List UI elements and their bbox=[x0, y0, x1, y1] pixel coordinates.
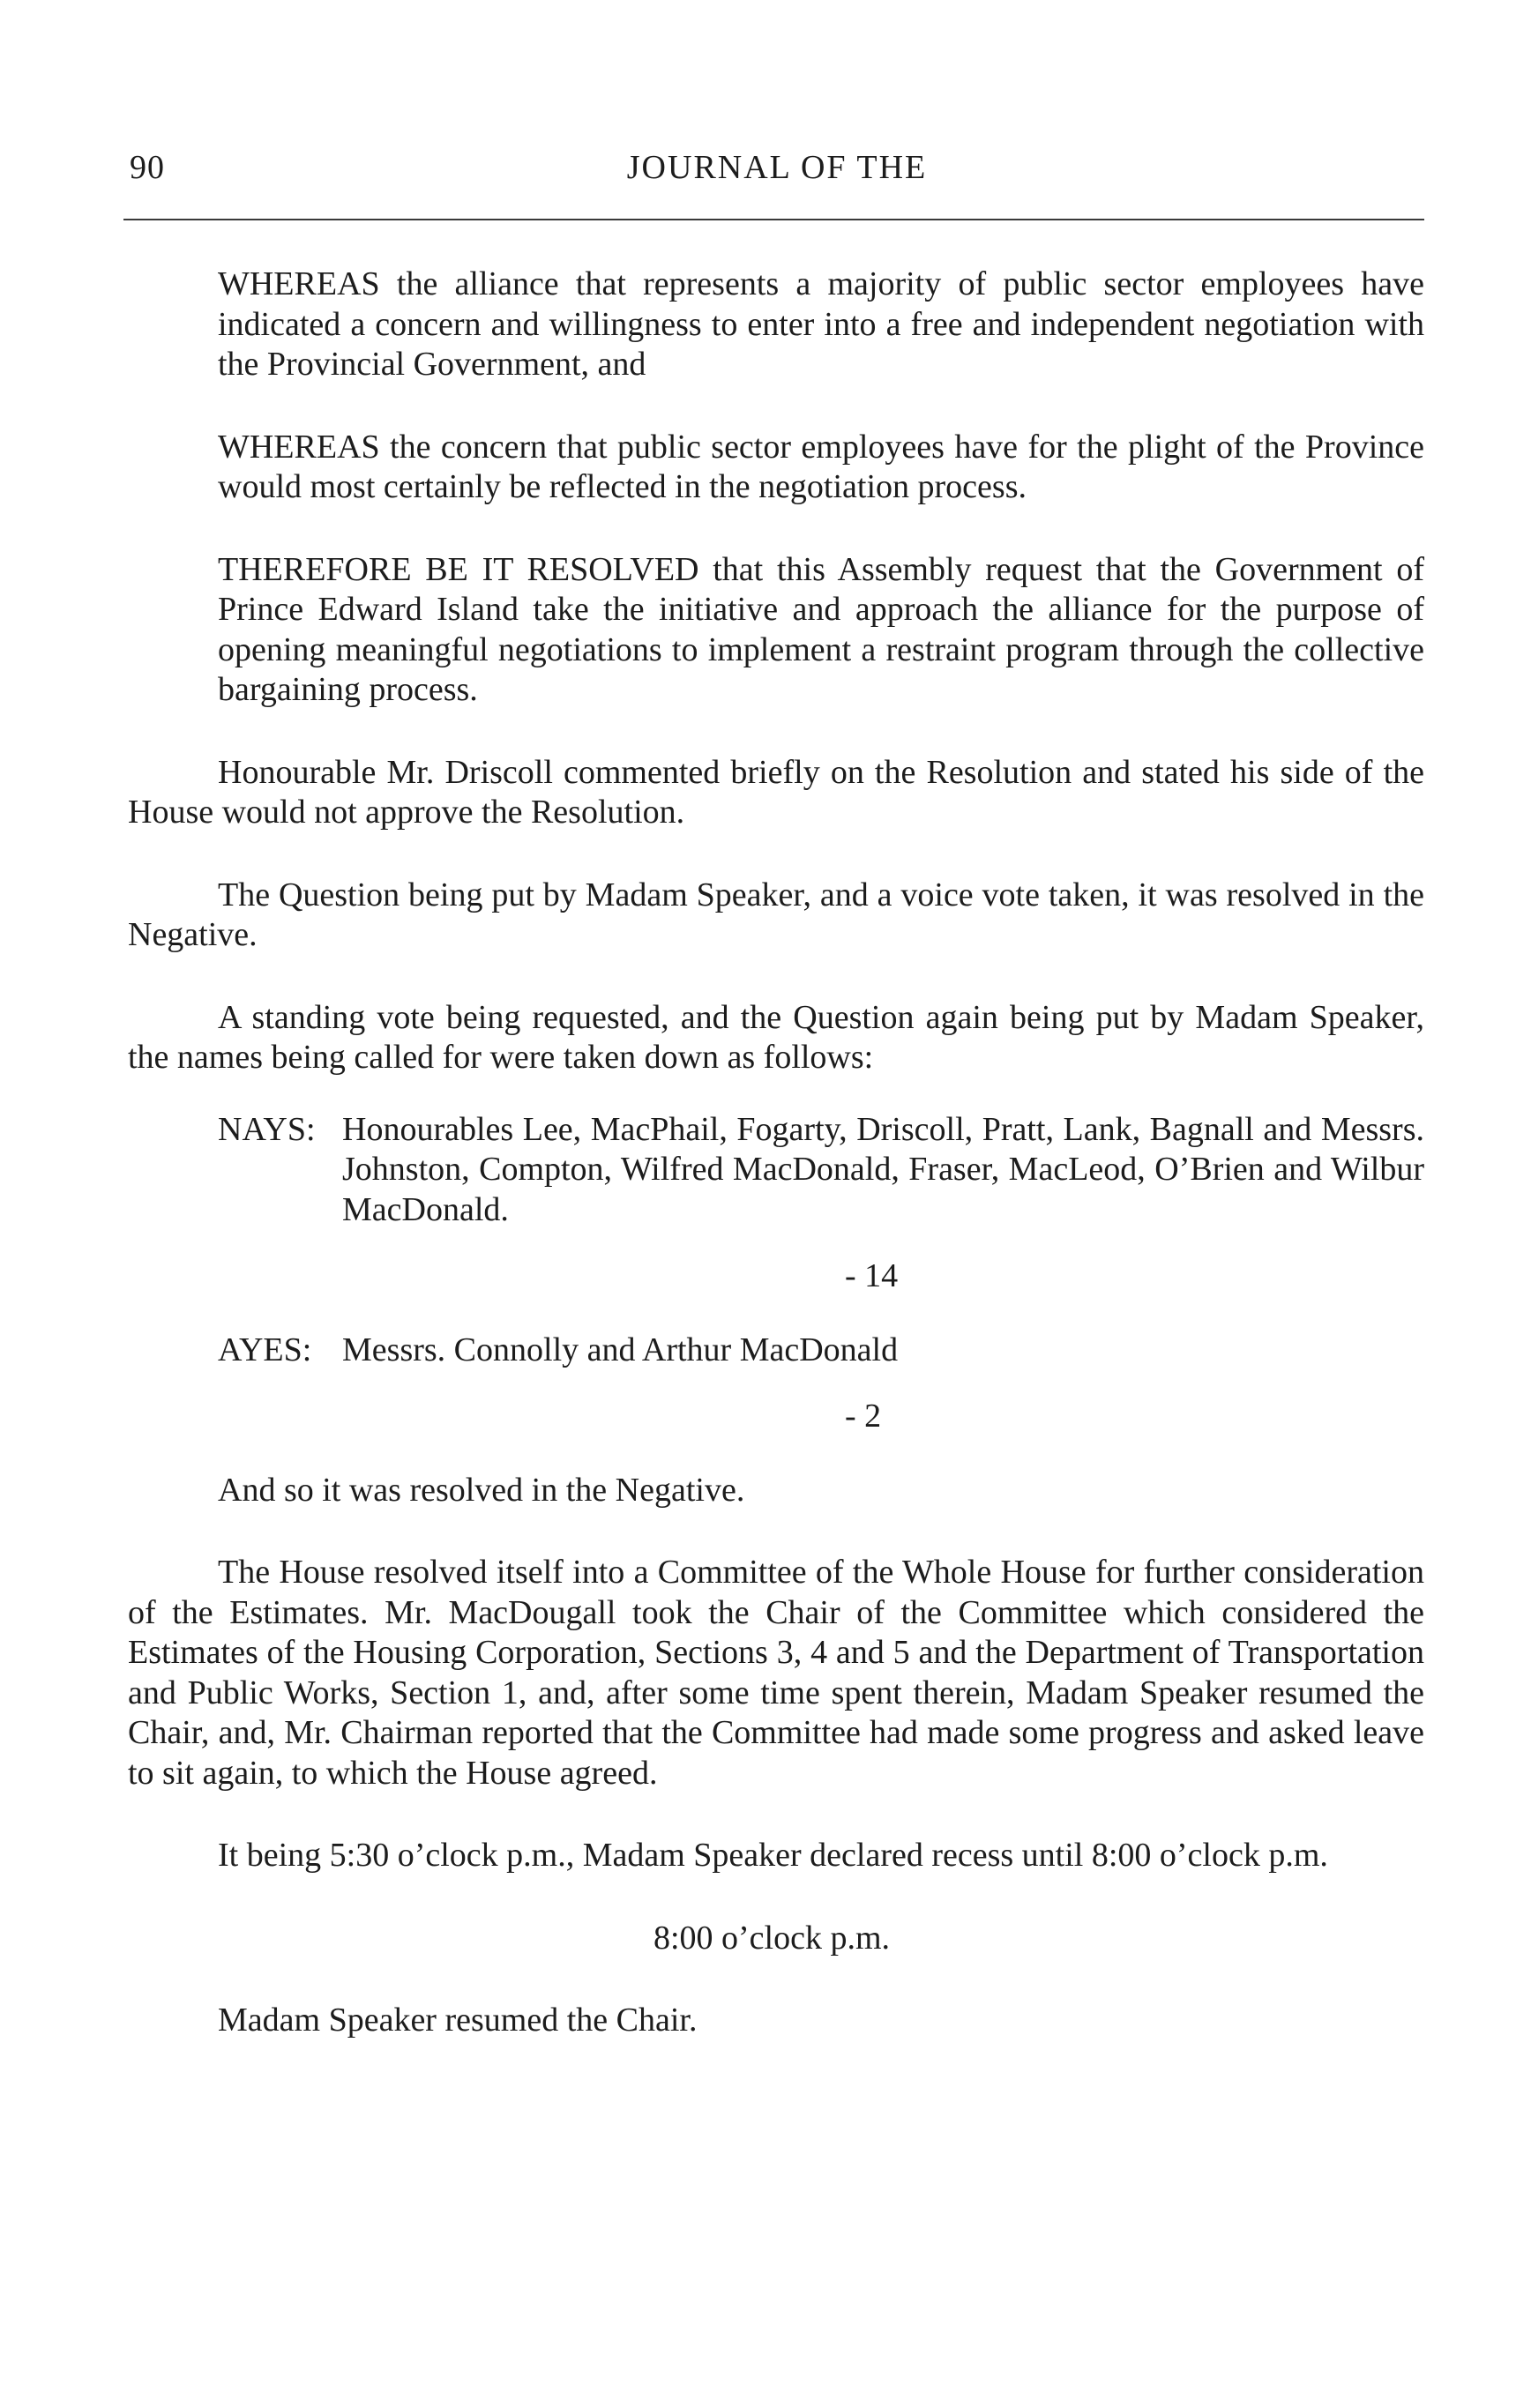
page-number: 90 bbox=[130, 149, 165, 186]
time-heading: 8:00 o’clock p.m. bbox=[653, 1919, 891, 1957]
ayes-block bbox=[128, 1331, 1424, 1371]
ayes-names: Messrs. Connolly and Arthur MacDonald bbox=[342, 1331, 899, 1368]
nays-label: NAYS: bbox=[218, 1110, 316, 1148]
standing-vote-paragraph: A standing vote being requested, and the Question again being put by Madam Speaker, the names being called for were taken down as follows: bbox=[128, 998, 1424, 1076]
whereas-paragraph-2: WHEREAS the concern that public sector employees have for the plight of the Province would most certainly be reflected in the negotiation process. bbox=[218, 428, 1424, 505]
header-rule bbox=[123, 219, 1424, 220]
question-paragraph: The Question being put by Madam Speaker, and a voice vote taken, it was resolved in the Negative. bbox=[128, 876, 1424, 953]
nays-block bbox=[128, 1110, 1424, 1231]
committee-paragraph: The House resolved itself into a Committee of the Whole House for further consideration of the Estimates. Mr. MacDougall took the Chair of the Committee which considered the Estimates of the Housing Corporation, Sections 3, 4 and 5 and the Department of Transportation and Public Works, Section 1, and, after some time spent therein, Madam Speaker resumed the Chair, and, Mr. Chairman reported that the Committee had made some progress and asked leave to sit again, to which the House agreed. bbox=[128, 1554, 1424, 1792]
whereas-paragraph-1: WHEREAS the alliance that represents a majority of public sector employees have indicated a concern and willingness to enter into a free and independent negotiation with the Provincial Government, and bbox=[218, 265, 1424, 383]
recess-paragraph: It being 5:30 o’clock p.m., Madam Speaker declared recess until 8:00 o’clock p.m. bbox=[218, 1837, 1328, 1874]
driscoll-paragraph: Honourable Mr. Driscoll commented briefly on the Resolution and stated his side of the House would not approve the Resolution. bbox=[128, 753, 1424, 831]
nays-names: Honourables Lee, MacPhail, Fogarty, Driscoll, Pratt, Lank, Bagnall and Messrs. Johnston, Compton, Wilfred MacDonald, Fraser, MacLeod, O’Brien and Wilbur MacDonald. bbox=[342, 1110, 1424, 1228]
running-title: JOURNAL OF THE bbox=[626, 149, 928, 186]
journal-body bbox=[128, 265, 1424, 2084]
therefore-resolved-paragraph: THEREFORE BE IT RESOLVED that this Assembly request that the Government of Prince Edward Island take the initiative and approach the alliance for the purpose of opening meaningful negotiations to implement a restraint program through the collective bargaining process. bbox=[218, 550, 1424, 708]
nays-count: - 14 bbox=[845, 1257, 899, 1294]
ayes-count: - 2 bbox=[845, 1398, 882, 1435]
ayes-label: AYES: bbox=[218, 1331, 312, 1368]
resolved-negative-paragraph: And so it was resolved in the Negative. bbox=[218, 1471, 745, 1509]
page-header bbox=[130, 148, 1424, 192]
resumed-paragraph: Madam Speaker resumed the Chair. bbox=[218, 2002, 698, 2039]
